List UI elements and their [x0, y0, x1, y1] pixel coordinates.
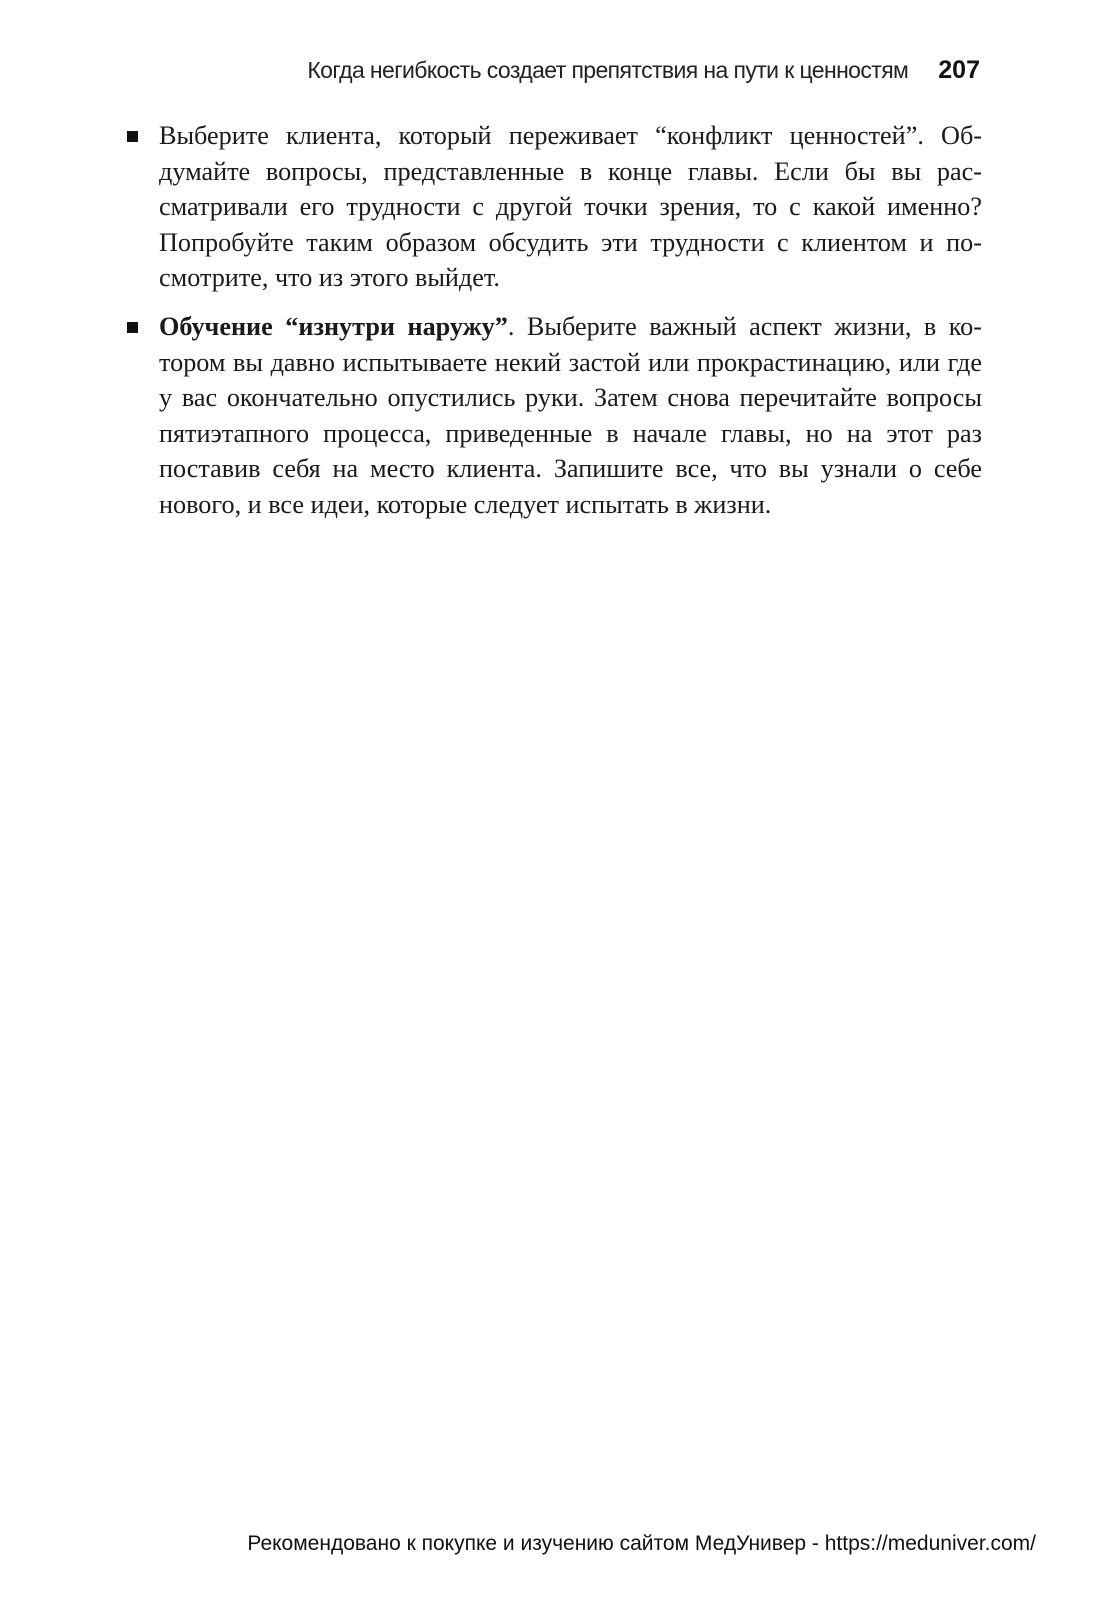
list-item [126, 309, 982, 523]
list-item-heading: Обучение “изнутри наружу” [159, 311, 508, 341]
running-header-title: Когда негибкость создает препятствия на пути к ценностям [307, 57, 909, 83]
running-header [80, 56, 980, 85]
list-item [126, 118, 982, 296]
page-number: 207 [938, 56, 980, 84]
list-item-text: . Выберите важный аспект жизни, в котором вы давно испытываете некий застой или прокрастинацию, или где у вас окончательно опустились руки. Затем снова перечитайте вопросы пятиэтапного процесса, приведенные в начале главы, но на этот раз поставив себя на место клиента. Запишите все, что вы узнали о себе нового, и все идеи, которые следует испытать в жизни. [159, 311, 982, 519]
square-bullet-icon [127, 322, 138, 333]
square-bullet-icon [127, 131, 138, 142]
exercise-list [126, 118, 982, 536]
footer-recommendation: Рекомендовано к покупке и изучению сайтом МедУнивер - https://meduniver.com/ [247, 1532, 1036, 1555]
list-item-text: Выберите клиента, который переживает “конфликт ценностей”. Обдумайте вопросы, представленные в конце главы. Если бы вы рассматривали его трудности с другой точки зрения, то с какой именно? Попробуйте таким образом обсудить эти трудности с клиентом и посмотрите, что из этого выйдет. [159, 121, 982, 293]
